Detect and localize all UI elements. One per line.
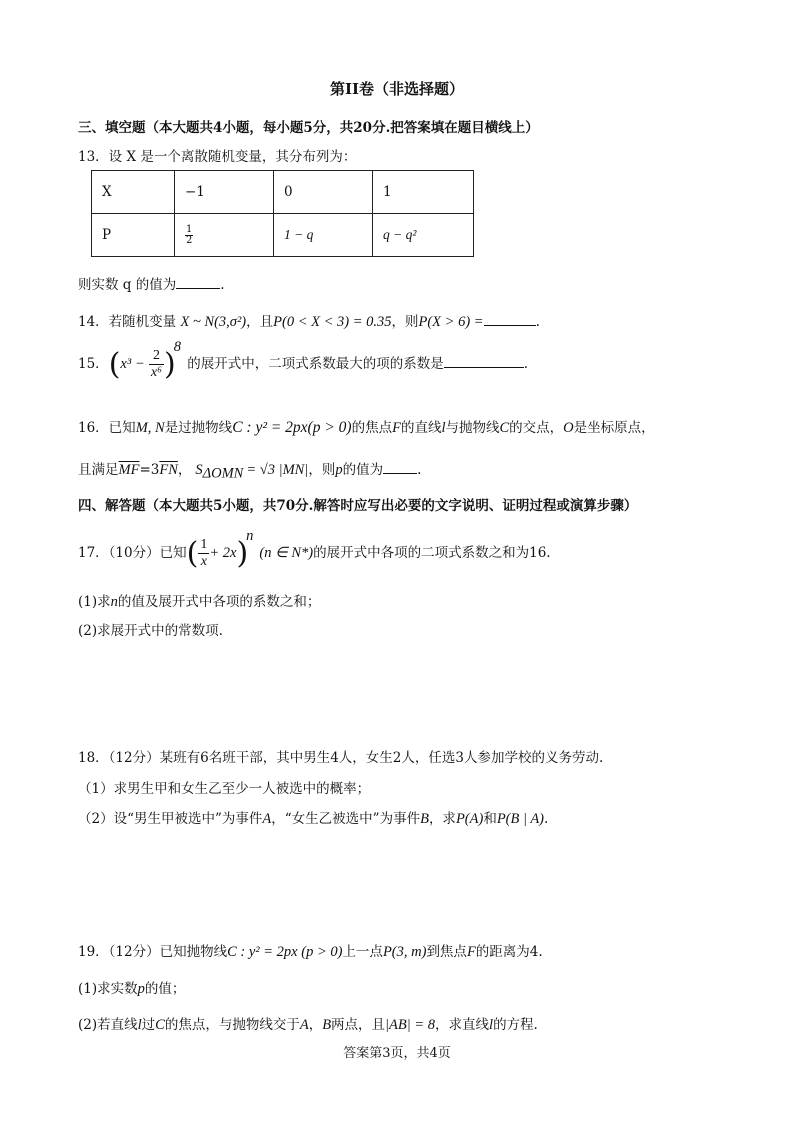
question-18-part-1: （1）求男生甲和女生乙至少一人被选中的概率；: [78, 781, 371, 797]
fraction-2-over-x6: $\frac{2}{\text{x⁶}}$: [150, 348, 162, 380]
table-cell: −1: [175, 171, 274, 214]
answer-blank[interactable]: [484, 311, 536, 326]
table-cell: 0: [274, 171, 373, 214]
page-title: 第II卷（非选择题）: [329, 80, 465, 98]
fraction-1-over-x: $\frac{1}{x}$: [200, 537, 208, 569]
fraction-one-half: $\frac{1}{2}$: [186, 223, 193, 246]
section-answer-header: 四、解答题（本大题共5小题，共70分.解答时应写出必要的文字说明、证明过程或演算步骤）: [78, 498, 638, 514]
question-19-stem: 19．（12分）已知抛物线C : y² = 2px (p > 0)上一点P(3, m)到焦点F的距离为4.: [78, 944, 543, 960]
table-cell: 1 − q: [274, 214, 373, 257]
table-cell: q − q²: [373, 214, 474, 257]
question-15: 15．(x³ − $\frac{2}{\text{x⁶}}$ )$^8$ 的展开式中，二项式系数最大的项的系数是 .: [78, 338, 529, 382]
section-fill-in-header: 三、填空题（本大题共4小题，每小题5分，共20分.把答案填在题目横线上）: [78, 120, 539, 136]
table-cell: 1: [373, 171, 474, 214]
table-cell: [175, 214, 274, 257]
answer-blank[interactable]: [444, 353, 524, 368]
table-row: [92, 214, 474, 257]
table-cell: X: [92, 171, 175, 214]
distribution-table: [91, 170, 474, 257]
question-16-line-1: 16．已知M, N是过抛物线C : y² = 2px(p > 0)的焦点F的直线l与抛物线C的交点，O是坐标原点，: [78, 419, 655, 436]
question-13-answer-line: 则实数 q 的值为 .: [78, 273, 225, 293]
page-footer: 答案第3页，共4页: [343, 1046, 451, 1061]
question-19-part-2: (2)若直线l过C的焦点，与抛物线交于A，B两点，且|AB| = 8，求直线l的方程.: [78, 1017, 538, 1033]
table-row: [92, 171, 474, 214]
question-17-stem: 17．（10分）已知( $\frac{1}{x}$ + 2x)$^n$(n ∈ N*)的展开式中各项的二项式系数之和为16.: [78, 527, 551, 571]
question-14: 14．若随机变量 X ~ N(3,σ²)，且P(0 < X < 3) = 0.35，则P(X > 6) = .: [78, 310, 540, 331]
question-18-stem: 18．（12分）某班有6名班干部，其中男生4人，女生2人，任选3人参加学校的义务劳动.: [78, 750, 604, 766]
question-19-part-1: (1)求实数p的值；: [78, 981, 186, 997]
question-13-stem: 13．设 X 是一个离散随机变量，其分布列为：: [78, 149, 357, 165]
question-18-part-2: （2）设“男生甲被选中”为事件A，“女生乙被选中”为事件B，求P(A)和P(B | A).: [78, 811, 549, 827]
question-17-part-2: (2)求展开式中的常数项.: [78, 623, 223, 639]
table-cell: P: [92, 214, 175, 257]
question-16-line-2: 且满足$\overline{MF}=3\overline{FN}$， $S_{\Delta OMN} = √3$ |MN|，则p的值为 .: [78, 458, 421, 483]
answer-blank[interactable]: [383, 459, 417, 474]
answer-blank[interactable]: [176, 274, 220, 289]
question-17-part-1: (1)求n的值及展开式中各项的系数之和；: [78, 594, 321, 610]
